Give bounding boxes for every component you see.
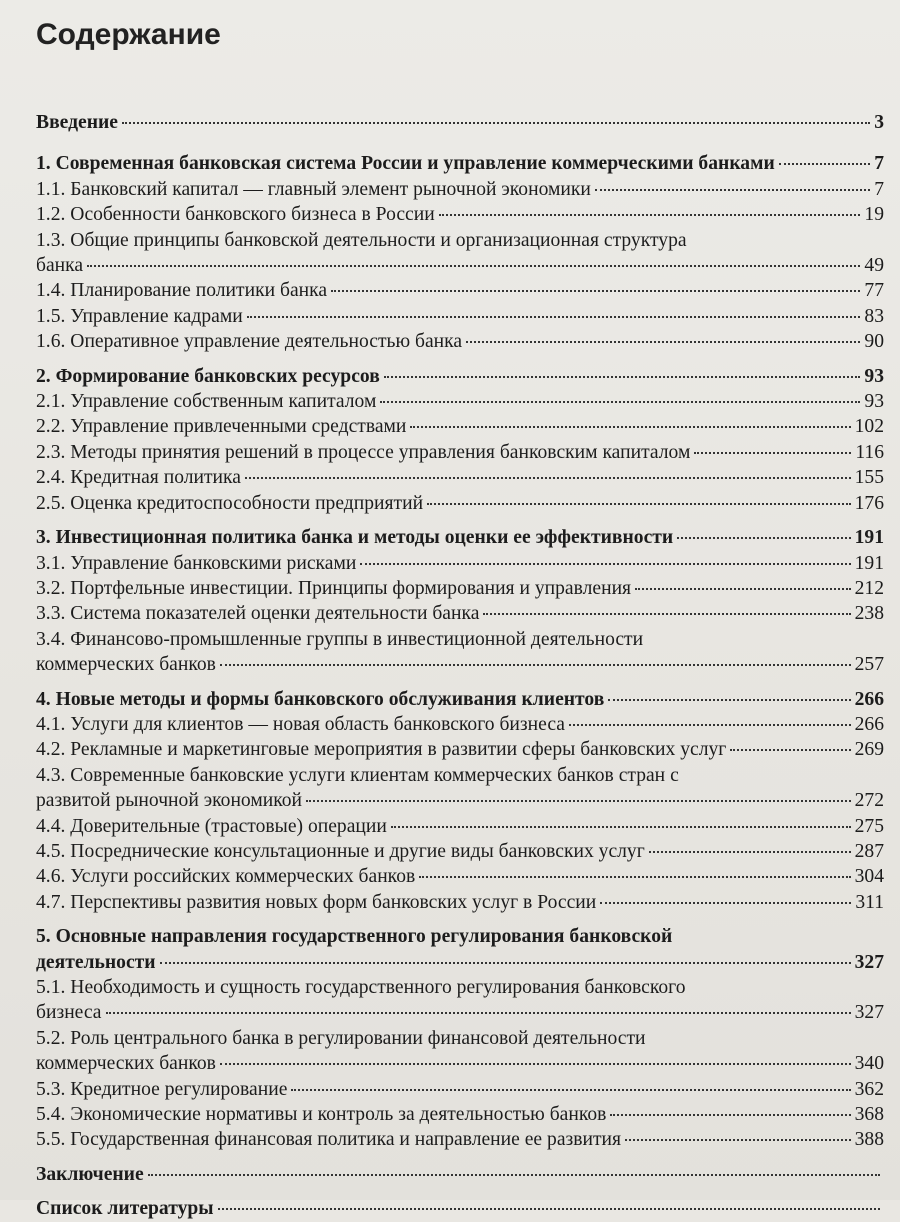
toc-chapter (36, 364, 884, 389)
toc-section (36, 1102, 884, 1127)
toc-page-number: 272 (854, 790, 884, 812)
toc-page-number: 49 (864, 255, 884, 277)
dot-leader (245, 477, 851, 479)
dot-leader (306, 800, 851, 802)
toc-entry-title-continuation: бизнеса (36, 1002, 102, 1024)
toc-entry-title: 4. Новые методы и формы банковского обслуживания клиентов (36, 688, 605, 710)
toc-page-number: 304 (854, 866, 884, 888)
toc-page-number: 340 (854, 1053, 884, 1075)
toc-entry-title: Введение (36, 112, 118, 133)
toc-entry-title: 5. Основные направления государственного регулирования банковской (36, 926, 673, 948)
toc-page-number: 116 (855, 441, 884, 463)
dot-leader (419, 876, 850, 878)
toc-entry-title: 3.1. Управление банковскими рисками (36, 552, 357, 574)
toc-page-number: 7 (874, 178, 884, 200)
toc-page-number: 93 (864, 365, 884, 387)
toc-entry-title: 5.3. Кредитное регулирование (36, 1078, 288, 1100)
toc-entry-title: 2.5. Оценка кредитоспособности предприятий (36, 492, 424, 514)
toc-entry-title-continuation: коммерческих банков (36, 1053, 216, 1075)
dot-leader (635, 588, 851, 590)
toc-entry-title: 4.7. Перспективы развития новых форм банковских услуг в России (36, 891, 597, 913)
toc-entry-title: Список литературы (36, 1198, 214, 1220)
toc-entry-title: 1. Современная банковская система России и управление коммерческими банками (36, 153, 775, 175)
toc-section (36, 601, 884, 626)
toc-page-number: 238 (854, 603, 884, 625)
toc-entry-title-continuation: банка (36, 255, 84, 277)
toc-chapter (36, 525, 884, 550)
toc-section (36, 440, 884, 465)
toc-page-number: 362 (854, 1078, 884, 1100)
toc-entry-title: 3.3. Система показателей оценки деятельности банка (36, 603, 480, 625)
toc-page-number: 155 (854, 467, 884, 489)
toc-chapter (36, 1162, 884, 1187)
toc-page-number: 191 (854, 552, 884, 574)
toc-section (36, 304, 884, 329)
toc-chapter (36, 924, 884, 975)
dot-leader (218, 1208, 880, 1210)
dot-leader (677, 537, 850, 539)
dot-leader (247, 316, 861, 318)
toc-entry-title: 3.4. Финансово-промышленные группы в инвестиционной деятельности (36, 628, 644, 650)
dot-leader (391, 826, 851, 828)
toc-page-number: 3 (874, 112, 884, 133)
toc-entry-title: 3. Инвестиционная политика банка и методы оценки ее эффективности (36, 527, 674, 549)
toc-section (36, 1026, 884, 1077)
toc-section (36, 414, 884, 439)
toc-section (36, 839, 884, 864)
toc-entry-title: 5.1. Необходимость и сущность государственного регулирования банковского (36, 977, 686, 998)
dot-leader (106, 1012, 851, 1014)
toc-page-number: 266 (854, 688, 884, 710)
toc-entry-title: 2.3. Методы принятия решений в процессе управления банковским капиталом (36, 441, 691, 463)
toc-section (36, 389, 884, 414)
dot-leader (160, 962, 851, 964)
toc-section (36, 864, 884, 889)
toc-section (36, 763, 884, 814)
dot-leader (220, 664, 851, 666)
toc-chapter (36, 110, 884, 135)
toc-entry-title: 5.4. Экономические нормативы и контроль за деятельностью банков (36, 1104, 607, 1126)
toc-entry-title-continuation: развитой рыночной экономикой (36, 790, 303, 812)
toc-section (36, 177, 884, 202)
dot-leader (380, 401, 860, 403)
dot-leader (331, 290, 860, 292)
toc-chapter (36, 151, 884, 176)
dot-leader (610, 1114, 850, 1116)
dot-leader (730, 749, 850, 751)
toc-entry-title: 3.2. Портфельные инвестиции. Принципы формирования и управления (36, 577, 632, 599)
toc-section (36, 228, 884, 279)
toc-entry-title-continuation: коммерческих банков (36, 654, 216, 676)
toc-section (36, 627, 884, 678)
dot-leader (625, 1139, 851, 1141)
toc-chapter (36, 1196, 884, 1221)
dot-leader (410, 426, 850, 428)
dot-leader (439, 214, 861, 216)
toc-entry-title: 2.2. Управление привлеченными средствами (36, 416, 407, 438)
toc-entry-title: 1.2. Особенности банковского бизнеса в России (36, 204, 435, 226)
toc-page-number: 93 (864, 391, 884, 413)
toc-entry-title: 4.6. Услуги российских коммерческих банков (36, 866, 416, 888)
toc-section (36, 737, 884, 762)
dot-leader (148, 1174, 880, 1176)
toc-section (36, 329, 884, 354)
dot-leader (649, 851, 851, 853)
toc-page-number: 90 (864, 331, 884, 353)
toc-section (36, 1077, 884, 1102)
dot-leader (779, 163, 870, 165)
toc-page-number: 102 (854, 416, 884, 438)
toc-section (36, 278, 884, 303)
toc-page-number: 327 (854, 1002, 884, 1024)
toc-entry-title: 2.4. Кредитная политика (36, 467, 241, 489)
dot-leader (466, 341, 860, 343)
table-of-contents (36, 110, 884, 1222)
dot-leader (483, 613, 850, 615)
toc-entry-title: 4.4. Доверительные (трастовые) операции (36, 815, 387, 837)
toc-entry-title: 1.4. Планирование политики банка (36, 280, 328, 302)
toc-page-number: 191 (854, 527, 884, 549)
toc-page-number: 269 (854, 739, 884, 761)
dot-leader (608, 699, 850, 701)
dot-leader (427, 503, 851, 505)
toc-entry-title: 4.5. Посреднические консультационные и другие виды банковских услуг (36, 840, 645, 862)
toc-page-number: 388 (854, 1129, 884, 1151)
toc-page-number: 368 (854, 1104, 884, 1126)
toc-section (36, 465, 884, 490)
toc-page-number: 77 (864, 280, 884, 302)
toc-entry-title: 5.2. Роль центрального банка в регулировании финансовой деятельности (36, 1027, 646, 1049)
toc-entry-title-continuation: деятельности (36, 951, 156, 973)
toc-page-number: 7 (874, 153, 884, 175)
toc-entry-title: 4.1. Услуги для клиентов — новая область банковского бизнеса (36, 713, 565, 735)
dot-leader (87, 265, 860, 267)
toc-page-number: 275 (854, 815, 884, 837)
toc-entry-title: 2.1. Управление собственным капиталом (36, 391, 377, 413)
toc-entry-title: Заключение (36, 1163, 144, 1185)
toc-page-number: 212 (854, 577, 884, 599)
dot-leader (291, 1089, 850, 1091)
toc-page-number: 176 (854, 492, 884, 514)
dot-leader (595, 189, 870, 191)
dot-leader (569, 724, 851, 726)
toc-section (36, 551, 884, 576)
toc-entry-title: 2. Формирование банковских ресурсов (36, 365, 380, 387)
toc-section (36, 975, 884, 1026)
toc-page-number: 311 (855, 891, 884, 913)
dot-leader (122, 122, 870, 124)
toc-entry-title: 4.2. Рекламные и маркетинговые мероприятия в развитии сферы банковских услуг (36, 739, 727, 761)
toc-page-number: 266 (854, 713, 884, 735)
toc-section (36, 890, 884, 915)
toc-entry-title: 4.3. Современные банковские услуги клиентам коммерческих банков стран с (36, 764, 679, 786)
toc-entry-title: 1.3. Общие принципы банковской деятельности и организационная структура (36, 229, 687, 251)
toc-page-number: 257 (854, 654, 884, 676)
dot-leader (220, 1063, 851, 1065)
dot-leader (384, 376, 861, 378)
toc-section (36, 202, 884, 227)
page-title: Содержание (36, 18, 221, 51)
toc-chapter (36, 687, 884, 712)
toc-section (36, 491, 884, 516)
dot-leader (694, 452, 851, 454)
dot-leader (360, 563, 850, 565)
toc-page-number: 327 (854, 951, 884, 973)
toc-section (36, 1127, 884, 1152)
toc-page-number: 287 (854, 840, 884, 862)
toc-entry-title: 1.6. Оперативное управление деятельностью банка (36, 331, 463, 353)
toc-page-number: 83 (864, 305, 884, 327)
toc-section (36, 576, 884, 601)
toc-section (36, 712, 884, 737)
dot-leader (600, 902, 851, 904)
toc-entry-title: 1.1. Банковский капитал — главный элемент рыночной экономики (36, 178, 591, 200)
toc-page-number: 19 (864, 204, 884, 226)
toc-entry-title: 1.5. Управление кадрами (36, 305, 243, 327)
toc-entry-title: 5.5. Государственная финансовая политика и направление ее развития (36, 1129, 622, 1151)
toc-section (36, 814, 884, 839)
